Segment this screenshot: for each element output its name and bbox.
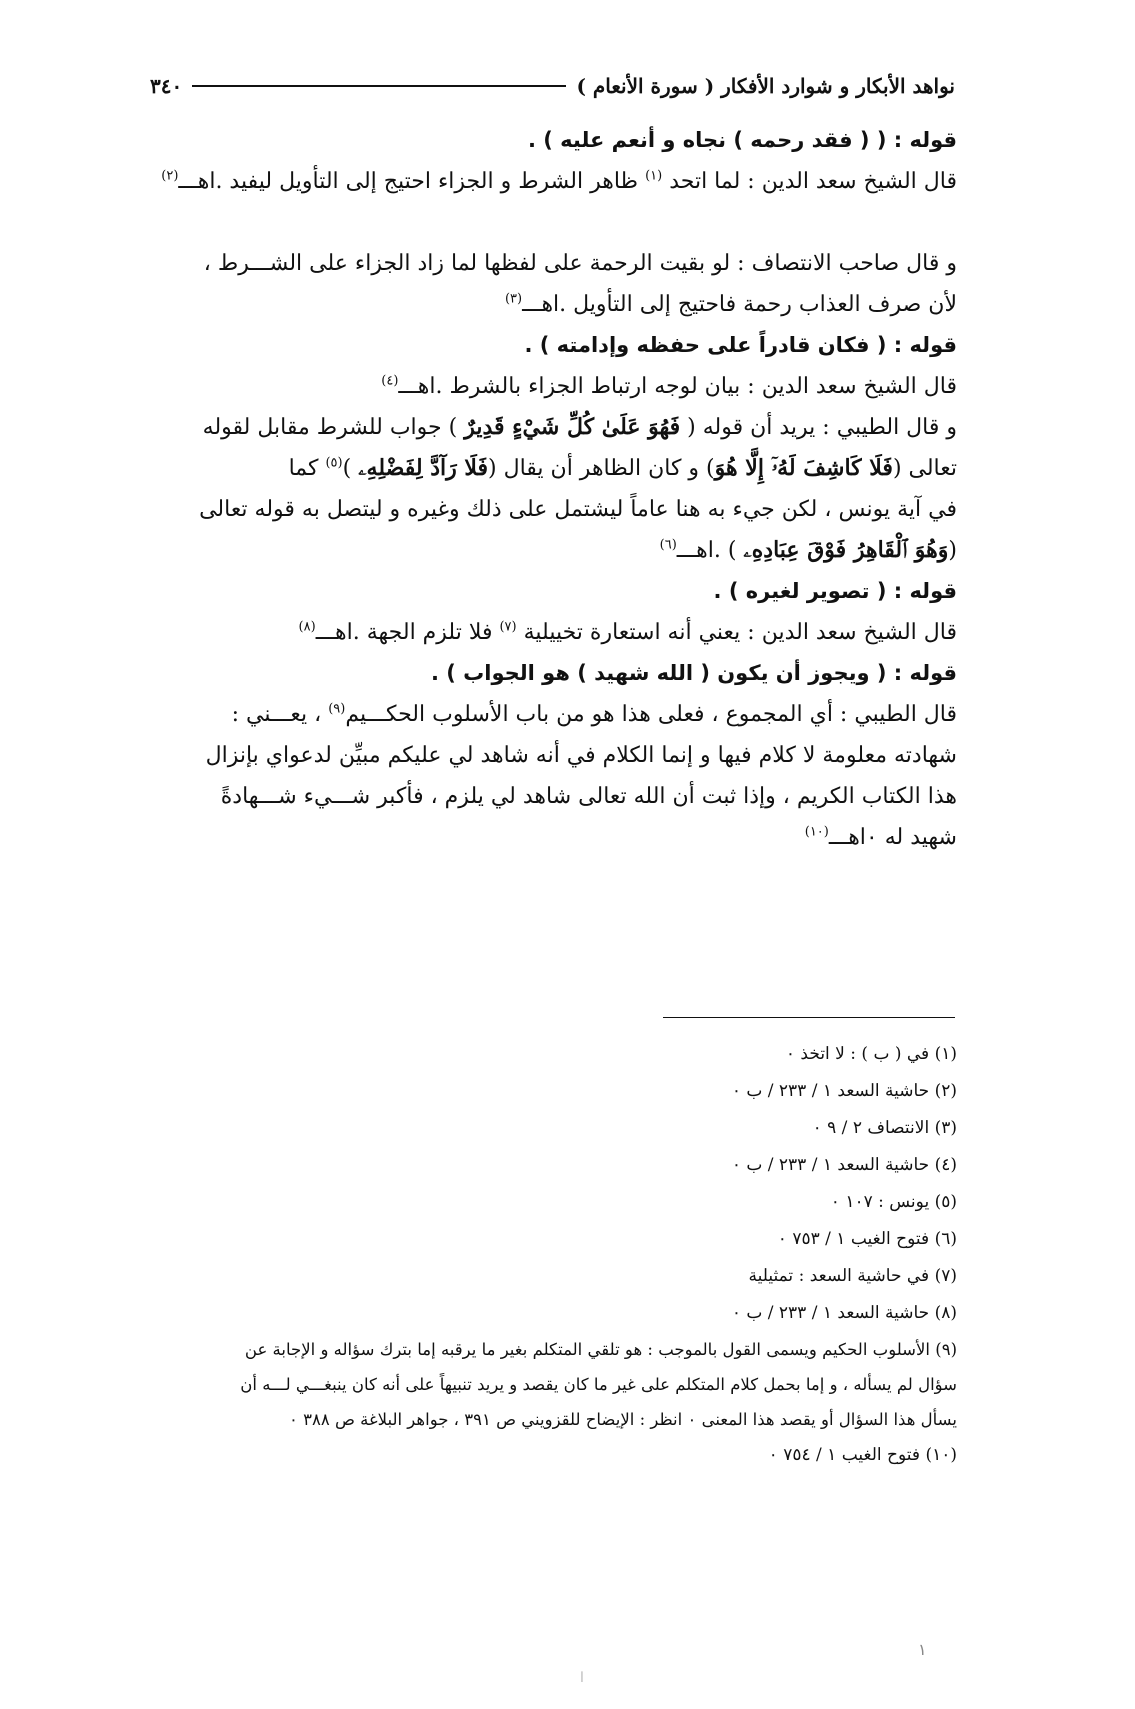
footnote-item: (١٠) فتوح الغيب ١ / ٧٥٤ ٠: [768, 1445, 957, 1465]
margin-mark: ا: [580, 1670, 584, 1686]
footnote-item-continued: يسأل هذا السؤال أو يقصد هذا المعنى ٠ انظر : الإيضاح للقزويني ص ٣٩١ ، جواهر البلاغة ص ٣٨٨ ٠: [289, 1410, 957, 1429]
footnote-item: (٨) حاشية السعد ١ / ٢٣٣ / ب ٠: [731, 1303, 957, 1323]
paragraph-line: و قال الطيبي : يريد أن قوله ( فَهُوَ عَلَىٰ كُلِّ شَيْءٍ قَدِيرٌ ) جواب للشرط مقابل لقوله: [202, 414, 957, 440]
quran-quote: وَهُوَ ٱلْقَاهِرُ فَوْقَ عِبَادِهِۦ: [743, 537, 949, 563]
paragraph-line: هذا الكتاب الكريم ، وإذا ثبت أن الله تعالى شاهد لي يلزم ، فأكبر شـــيء شـــهادةً: [220, 784, 957, 809]
paragraph-line: شهادته معلومة لا كلام فيها و إنما الكلام في أنه شاهد لي عليكم مبيِّن لدعواي بإنزال: [205, 743, 957, 768]
running-header: [150, 66, 955, 106]
paragraph-line: تعالى (فَلَا كَاشِفَ لَهُۥٓ إِلَّا هُوَ) و كان الظاهر أن يقال (فَلَا رَآدَّ لِفَضْلِهِۦ )$^{(٥)}$ كما: [288, 455, 957, 481]
footnote-item: (٤) حاشية السعد ١ / ٢٣٣ / ب ٠: [731, 1155, 957, 1175]
footnote-item: (٩) الأسلوب الحكيم ويسمى القول بالموجب : هو تلقي المتكلم بغير ما يرقبه إما بترك سؤاله و الإجابة عن: [244, 1340, 957, 1359]
footnote-ref[interactable]: (٢): [161, 168, 179, 184]
footnote-ref[interactable]: (٨): [298, 619, 316, 635]
section-heading: قوله : ( فكان قادراً على حفظه وإدامته ) .: [524, 333, 957, 357]
margin-mark: ١: [918, 1640, 927, 1659]
page-number: ٣٤٠: [150, 74, 183, 98]
header-title: نواهد الأبكار و شوارد الأفكار ( سورة الأنعام ): [576, 74, 955, 98]
footnote-item: (٧) في حاشية السعد : تمثيلية: [748, 1266, 957, 1286]
paragraph-line: في آية يونس ، لكن جيء به هنا عاماً ليشتمل على ذلك وغيره و ليتصل به قوله تعالى: [199, 497, 957, 522]
paragraph-line: لأن صرف العذاب رحمة فاحتيج إلى التأويل .اهـــ$^{(٣)}$: [504, 291, 957, 317]
footnote-item: (٥) يونس : ١٠٧ ٠: [830, 1192, 957, 1212]
paragraph-line: قال الشيخ سعد الدين : يعني أنه استعارة تخييلية $^{(٧)}$ فلا تلزم الجهة .اهـــ$^{(٨)}$: [298, 619, 957, 645]
footnote-item: (٢) حاشية السعد ١ / ٢٣٣ / ب ٠: [731, 1081, 957, 1101]
footnote-ref[interactable]: (٤): [381, 373, 399, 389]
quran-quote: فَهُوَ عَلَىٰ كُلِّ شَيْءٍ قَدِيرٌ: [464, 414, 681, 440]
footnote-item: (٣) الانتصاف ٢ / ٩ ٠: [812, 1118, 957, 1138]
footnote-ref[interactable]: (٩): [328, 701, 346, 717]
footnote-item: (١) في ( ب ) : لا اتخذ ٠: [785, 1044, 957, 1064]
paragraph-line: شهيد له ٠اهـــ$^{(١٠)}$: [804, 824, 957, 850]
footnote-ref[interactable]: (٧): [499, 619, 517, 635]
paragraph-line: (وَهُوَ ٱلْقَاهِرُ فَوْقَ عِبَادِهِۦ ) .اهـــ$^{(٦)}$: [659, 537, 957, 563]
body-text: [150, 120, 957, 858]
section-heading: قوله : ( ويجوز أن يكون ( الله شهيد ) هو الجواب ) .: [430, 661, 957, 685]
section-heading: قوله : ( تصوير لغيره ) .: [713, 579, 957, 603]
quran-quote: فَلَا رَآدَّ لِفَضْلِهِۦ: [358, 455, 489, 481]
quran-quote: فَلَا كَاشِفَ لَهُۥٓ إِلَّا هُوَ: [714, 455, 893, 481]
footnotes: [150, 1036, 957, 1474]
footnote-separator: [663, 1017, 955, 1018]
footnote-ref[interactable]: (٥): [325, 455, 343, 471]
paragraph-line: قال الطيبي : أي المجموع ، فعلى هذا هو من باب الأسلوب الحكـــيم$^{(٩)}$ ، يعـــني :: [231, 701, 957, 727]
footnote-item-continued: سؤال لم يسأله ، و إما بحمل كلام المتكلم على غير ما كان يقصد و يريد تنبيهاً على أنه كان ينبغـــي لـــه أن: [240, 1375, 957, 1394]
footnote-ref[interactable]: (٣): [504, 291, 523, 307]
footnote-ref[interactable]: (١٠): [804, 824, 829, 840]
paragraph-line: قال الشيخ سعد الدين : بيان لوجه ارتباط الجزاء بالشرط .اهـــ$^{(٤)}$: [381, 373, 957, 399]
paragraph-line: قال الشيخ سعد الدين : لما اتحد $^{(١)}$ ظاهر الشرط و الجزاء احتيج إلى التأويل ليفيد .اهـــ$^{(٢)}$: [161, 168, 957, 194]
section-heading: قوله : ( ( فقد رحمه ) نجاه و أنعم عليه ) .: [527, 128, 957, 152]
footnote-ref[interactable]: (١): [645, 168, 663, 184]
footnote-ref[interactable]: (٦): [659, 537, 677, 553]
paragraph-line: و قال صاحب الانتصاف : لو بقيت الرحمة على لفظها لما زاد الجزاء على الشـــرط ،: [203, 251, 957, 276]
header-rule: [192, 85, 566, 87]
footnote-item: (٦) فتوح الغيب ١ / ٧٥٣ ٠: [777, 1229, 957, 1249]
